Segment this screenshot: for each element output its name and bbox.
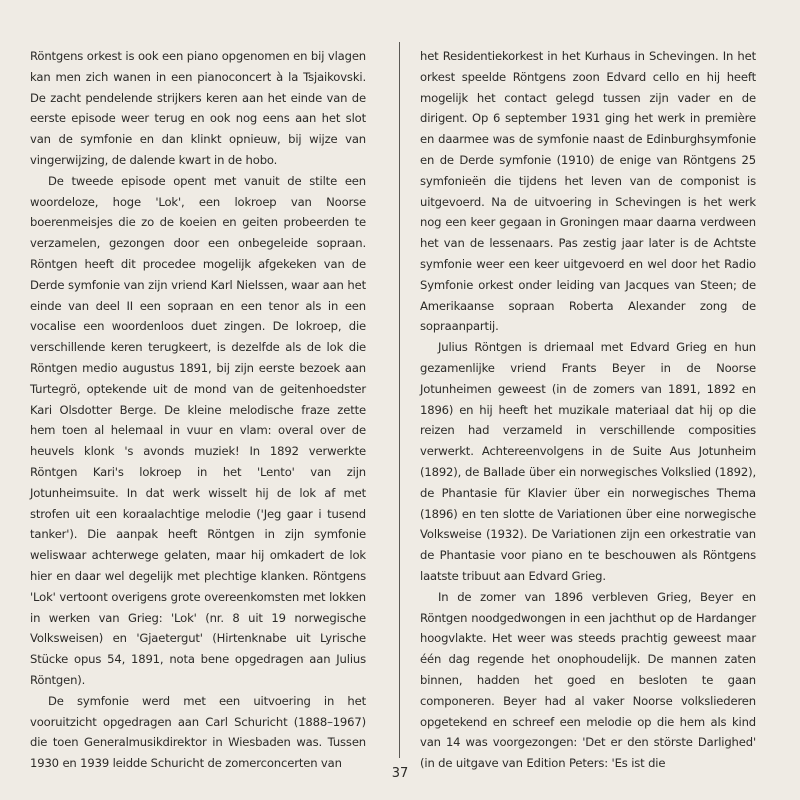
right-text-column (420, 46, 756, 774)
paragraph: Julius Röntgen is driemaal met Edvard Grieg en hun gezamenlijke vriend Frants Beyer in de Noorse Jotunheimen geweest (in de zomers van 1891, 1892 en 1896) en hij heeft het muzikale materiaal dat hij op die reizen had verzameld in verschillende composities verwerkt. Achtereenvolgens in de Suite Aus Jotunheim (1892), de Ballade über ein norwegisches Volkslied (1892), de Phantasie für Klavier über ein norwegisches Thema (1896) en ten slotte de Variationen über eine norwegische Volksweise (1932). De Variationen zijn een orkestratie van de Phantasie voor piano en te beschouwen als Röntgens laatste tribuut aan Edvard Grieg. (420, 340, 756, 583)
column-divider (399, 42, 400, 758)
left-text-column (30, 46, 366, 774)
page-number: 37 (391, 766, 409, 781)
paragraph: In de zomer van 1896 verbleven Grieg, Beyer en Röntgen noodgedwongen in een jachthut op de Hardanger hoogvlakte. Het weer was steeds prachtig geweest maar één dag regende het onophoudelijk. De mannen zaten binnen, hadden het goed en besloten te gaan componeren. Beyer had al vaker Noorse volksliederen opgetekend en schreef een melodie op die hem als kind van 14 was voorgezongen: 'Det er den störste Darlighed' (in de uitgave van Edition Peters: 'Es ist die (420, 589, 756, 771)
paragraph: het Residentiekorkest in het Kurhaus in Schevingen. In het orkest speelde Röntgens zoon Edvard cello en hij heeft mogelijk het contact gelegd tussen zijn vader en de dirigent. Op 6 september 1931 ging het werk in première en daarmee was de symfonie naast de Edinburghsymfonie en de Derde symfonie (1910) de enige van Röntgens 25 symfonieën die tijdens het leven van de componist is uitgevoerd. Na de uitvoering in Schevingen is het werk nog een keer gegaan in Groningen maar daarna verdween het van de lessenaars. Pas zestig jaar later is de Achtste symfonie weer een keer uitgevoerd en wel door het Radio Symfonie orkest onder leiding van Jacques van Steen; de Amerikaanse sopraan Roberta Alexander zong de sopraanpartij. (420, 49, 756, 334)
paragraph: De tweede episode opent met vanuit de stilte een woordeloze, hoge 'Lok', een lokroep van Noorse boerenmeisjes die zo de koeien en geiten probeerden te verzamelen, gezongen door een onbegeleide sopraan. Röntgen heeft dit procedee mogelijk afgekeken van de Derde symfonie van zijn vriend Karl Nielssen, waar aan het einde van deel II een sopraan en een tenor als in een vocalise een woordenloos duet zingen. De lokroep, die verschillende keren terugkeert, is dezelfde als de lok die Röntgen medio augustus 1891, bij zijn eerste bezoek aan Turtegrö, optekende uit de mond van de geitenhoedster Kari Olsdotter Berge. De kleine melodische fraze zette hem toen al helemaal in vuur en vlam: overal over de heuvels klonk 's avonds muziek! In 1892 verwerkte Röntgen Kari's lokroep in het 'Lento' van zijn Jotunheimsuite. In dat werk wisselt hij de lok af met strofen uit een koraalachtige melodie ('Jeg gaar i tusend tanker'). Die aanpak heeft Röntgen in zijn symfonie weliswaar achterwege gelaten, maar hij omkadert de lok hier en daar wel degelijk met plechtige klanken. Röntgens 'Lok' vertoont overigens grote overeenkomsten met lokken in werken van Grieg: 'Lok' (nr. 8 uit 19 norwegische Volksweisen) en 'Gjaetergut' (Hirtenknabe uit Lyrische Stücke opus 54, 1891, nota bene opgedragen aan Julius Röntgen). (30, 173, 366, 687)
paragraph: Röntgens orkest is ook een piano opgenomen en bij vlagen kan men zich wanen in een pianoconcert à la Tsjaikovski. De zacht pendelende strijkers keren aan het einde van de eerste episode weer terug en ook nog eens aan het slot van de symfonie en dan klinkt opnieuw, bij wijze van vingerwijzing, de dalende kwart in de hobo. (30, 49, 366, 167)
paragraph: De symfonie werd met een uitvoering in het vooruitzicht opgedragen aan Carl Schuricht (1888–1967) die toen Generalmusikdirektor in Wiesbaden was. Tussen 1930 en 1939 leidde Schuricht de zomerconcerten van (30, 693, 366, 771)
